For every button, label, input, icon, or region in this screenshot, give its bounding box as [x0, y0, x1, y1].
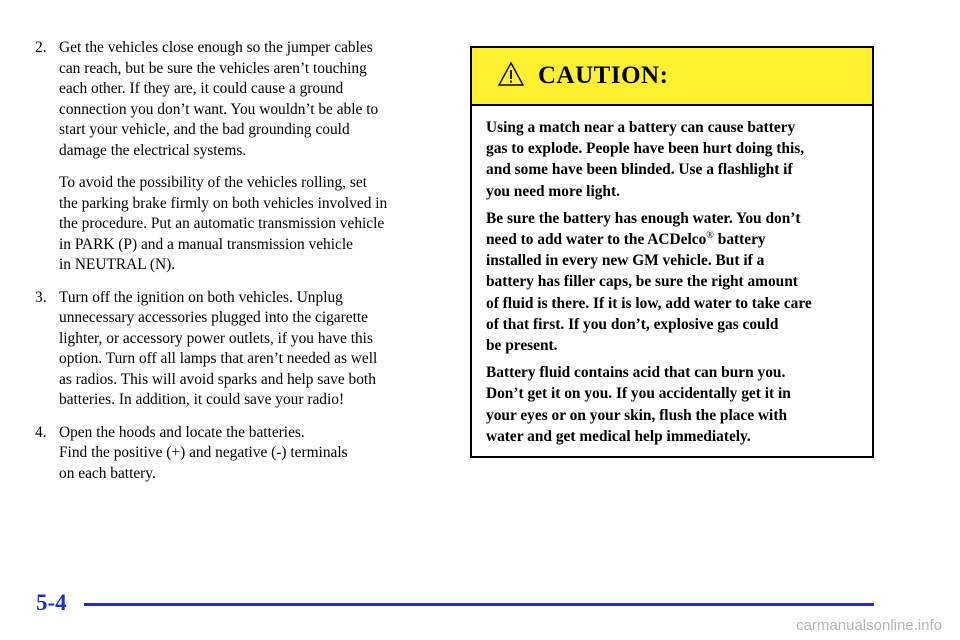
caution-paragraph — [486, 362, 860, 447]
line-text: you need more light. — [486, 182, 620, 200]
line-text: be present. — [486, 337, 558, 355]
instruction-step — [35, 38, 445, 276]
step-paragraph — [59, 173, 445, 276]
registered-mark: ® — [706, 229, 714, 241]
instruction-step — [35, 288, 445, 411]
text-line — [486, 335, 860, 356]
text-line: in NEUTRAL (N). — [59, 256, 176, 273]
text-line: Get the vehicles close enough so the jumper cables — [59, 39, 373, 56]
text-line — [486, 426, 860, 447]
line-text: installed in every new GM vehicle. But if a — [486, 252, 765, 270]
text-line: as radios. This will avoid sparks and help save both — [59, 370, 376, 388]
text-line — [486, 159, 860, 180]
text-line — [486, 314, 860, 335]
instruction-step — [35, 423, 445, 485]
text-line — [486, 271, 860, 292]
step-number: 2. — [35, 39, 47, 56]
step-number: 3. — [35, 288, 47, 306]
caution-paragraph — [486, 117, 860, 202]
caution-body — [472, 106, 872, 447]
line-suffix: battery — [713, 231, 766, 249]
instruction-steps — [35, 38, 445, 496]
step-number: 4. — [35, 423, 47, 441]
line-text: Be sure the battery has enough water. You don’t — [486, 209, 801, 227]
step-paragraph — [59, 423, 445, 485]
text-line — [486, 250, 860, 271]
line-text: battery has filler caps, be sure the right amount — [486, 273, 798, 291]
text-line: each other. If they are, it could cause a ground — [59, 80, 344, 97]
text-line — [486, 229, 860, 250]
line-text: Battery fluid contains acid that can burn you. — [486, 364, 786, 382]
line-text: gas to explode. People have been hurt doing this, — [486, 140, 805, 158]
text-line — [486, 181, 860, 202]
text-line — [486, 383, 860, 404]
text-line: batteries. In addition, it could save your radio! — [59, 391, 345, 408]
line-text: water and get medical help immediately. — [486, 427, 751, 445]
line-text: Using a match near a battery can cause battery — [486, 119, 796, 136]
caution-title: CAUTION: — [538, 62, 669, 89]
line-text: and some have been blinded. Use a flashlight if — [486, 161, 793, 179]
text-line — [486, 362, 860, 383]
caution-box — [470, 46, 874, 458]
caution-header — [472, 48, 872, 106]
text-line: can reach, but be sure the vehicles aren’t touching — [59, 59, 367, 77]
page-number: 5-4 — [36, 590, 67, 615]
text-line — [486, 208, 860, 229]
text-line: lighter, or accessory power outlets, if you have this — [59, 329, 373, 347]
text-line: Open the hoods and locate the batteries. — [59, 423, 305, 441]
line-text: Don’t get it on you. If you accidentally get it in — [486, 385, 791, 403]
text-line: connection you don’t want. You wouldn’t be able to — [59, 100, 379, 118]
text-line: Find the positive (+) and negative (-) terminals — [59, 444, 348, 461]
step-paragraph — [59, 38, 445, 161]
caution-paragraph — [486, 208, 860, 356]
text-line: in PARK (P) and a manual transmission vehicle — [59, 235, 353, 253]
footer-rule — [84, 603, 874, 606]
text-line — [486, 138, 860, 159]
text-line: option. Turn off all lamps that aren’t needed as well — [59, 350, 378, 367]
line-text: of that first. If you don’t, explosive gas could — [486, 315, 779, 333]
warning-triangle-icon — [498, 62, 524, 86]
text-line: unnecessary accessories plugged into the cigarette — [59, 309, 368, 326]
line-text: of fluid is there. If it is low, add water to take care — [486, 294, 812, 312]
text-line: on each battery. — [59, 464, 156, 482]
watermark: carmanualsonline.info — [796, 617, 942, 634]
text-line: start your vehicle, and the bad grounding could — [59, 121, 350, 138]
text-line: damage the electrical systems. — [59, 141, 247, 159]
line-text: your eyes or on your skin, flush the place with — [486, 406, 788, 424]
step-paragraph — [59, 288, 445, 411]
line-text: need to add water to the ACDelco — [486, 231, 707, 249]
text-line — [486, 405, 860, 426]
text-line: the parking brake firmly on both vehicles involved in — [59, 194, 388, 212]
text-line: To avoid the possibility of the vehicles rolling, set — [59, 174, 367, 191]
text-line: the procedure. Put an automatic transmission vehicle — [59, 215, 385, 232]
text-line — [486, 293, 860, 314]
text-line: Turn off the ignition on both vehicles. Unplug — [59, 288, 343, 306]
text-line — [486, 117, 860, 138]
